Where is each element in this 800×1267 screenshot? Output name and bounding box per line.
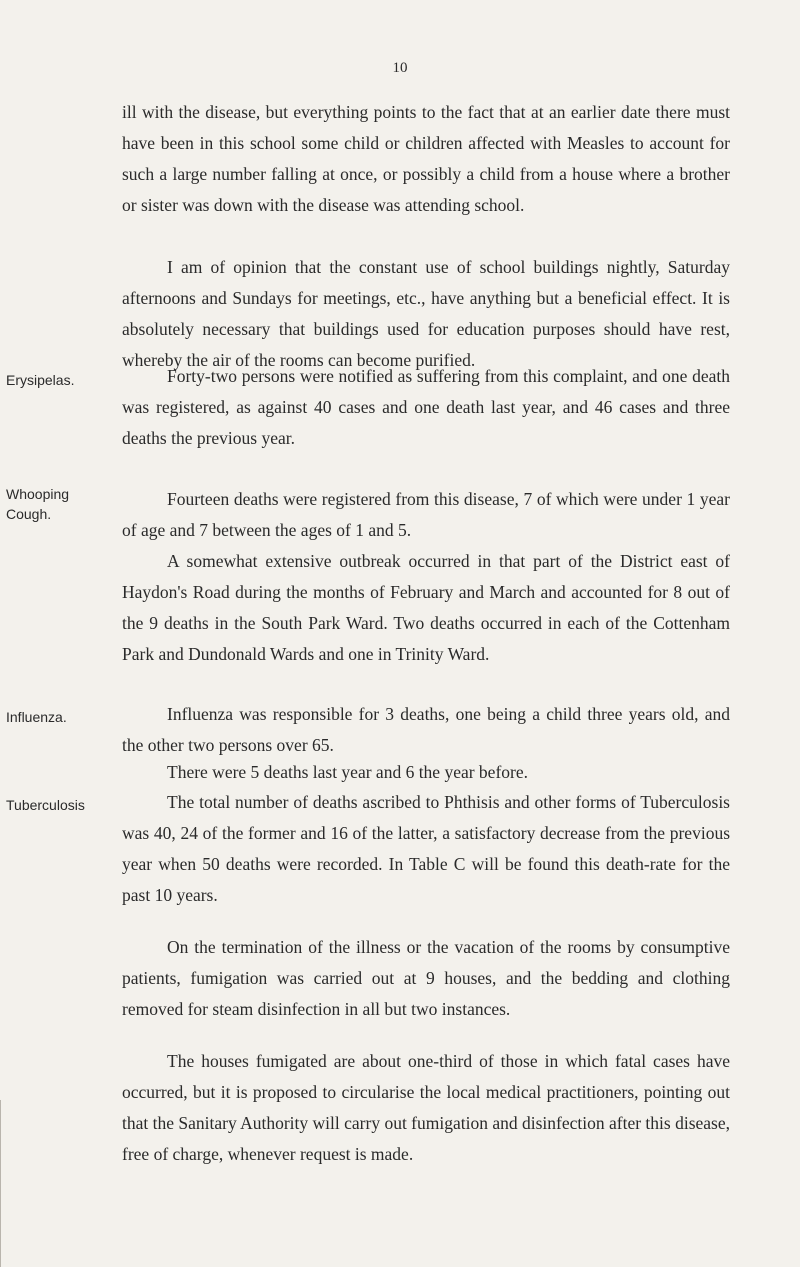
margin-note-whooping-cough — [6, 484, 118, 524]
margin-note-whooping-line1: Whooping — [6, 486, 70, 502]
page-edge-rule — [0, 1100, 1, 1267]
paragraph-influenza-prior: There were 5 deaths last year and 6 the year before. — [167, 762, 528, 782]
margin-note-whooping-line2: Cough. — [6, 506, 52, 522]
margin-note-influenza: Influenza. — [6, 709, 67, 725]
paragraph-houses-fumigated: The houses fumigated are about one-third of those in which fatal cases have occurred, but it is proposed to circularise the local medical practitioners, pointing out that the Sanitary Authority will carry out fumigation and disinfection after this disease, free of charge, whenever request is made. — [122, 1051, 730, 1164]
paragraph-influenza: Influenza was responsible for 3 deaths, one being a child three years old, and the other two persons over 65. — [122, 704, 730, 755]
margin-note-erysipelas: Erysipelas. — [6, 372, 75, 388]
paragraph-measles-continuation: ill with the disease, but everything points to the fact that at an earlier date there must have been in this school some child or children affected with Measles to account for such a large number falling at once, or possibly a child from a house where a brother or sister was down with the disease was attending school. — [122, 102, 730, 215]
paragraph-whooping-cough: Fourteen deaths were registered from this disease, 7 of which were under 1 year of age and 7 between the ages of 1 and 5. — [122, 489, 730, 540]
paragraph-fumigation: On the termination of the illness or the vacation of the rooms by consumptive patients, fumigation was carried out at 9 houses, and the bedding and clothing removed for steam disinfection in all but two instances. — [122, 937, 730, 1019]
page-number: 10 — [392, 60, 408, 76]
paragraph-erysipelas: Forty-two persons were notified as suffering from this complaint, and one death was registered, as against 40 cases and one death last year, and 46 cases and three deaths the previous year. — [122, 366, 730, 448]
paragraph-school-buildings: I am of opinion that the constant use of school buildings nightly, Saturday afternoons and Sundays for meetings, etc., have anything but a beneficial effect. It is absolutely necessary that buildings used for education purposes should have rest, whereby the air of the rooms can become purified. — [122, 257, 730, 370]
paragraph-tuberculosis: The total number of deaths ascribed to Phthisis and other forms of Tuberculosis was 40, 24 of the former and 16 of the latter, a satisfactory decrease from the previous year when 50 deaths were recorded. In Table C will be found this death-rate for the past 10 years. — [122, 792, 730, 905]
paragraph-outbreak: A somewhat extensive outbreak occurred in that part of the District east of Haydon's Road during the months of February and March and accounted for 8 out of the 9 deaths in the South Park Ward. Two deaths occurred in each of the Cottenham Park and Dundonald Wards and one in Trinity Ward. — [122, 551, 730, 664]
margin-note-tuberculosis: Tuberculosis — [6, 797, 85, 813]
